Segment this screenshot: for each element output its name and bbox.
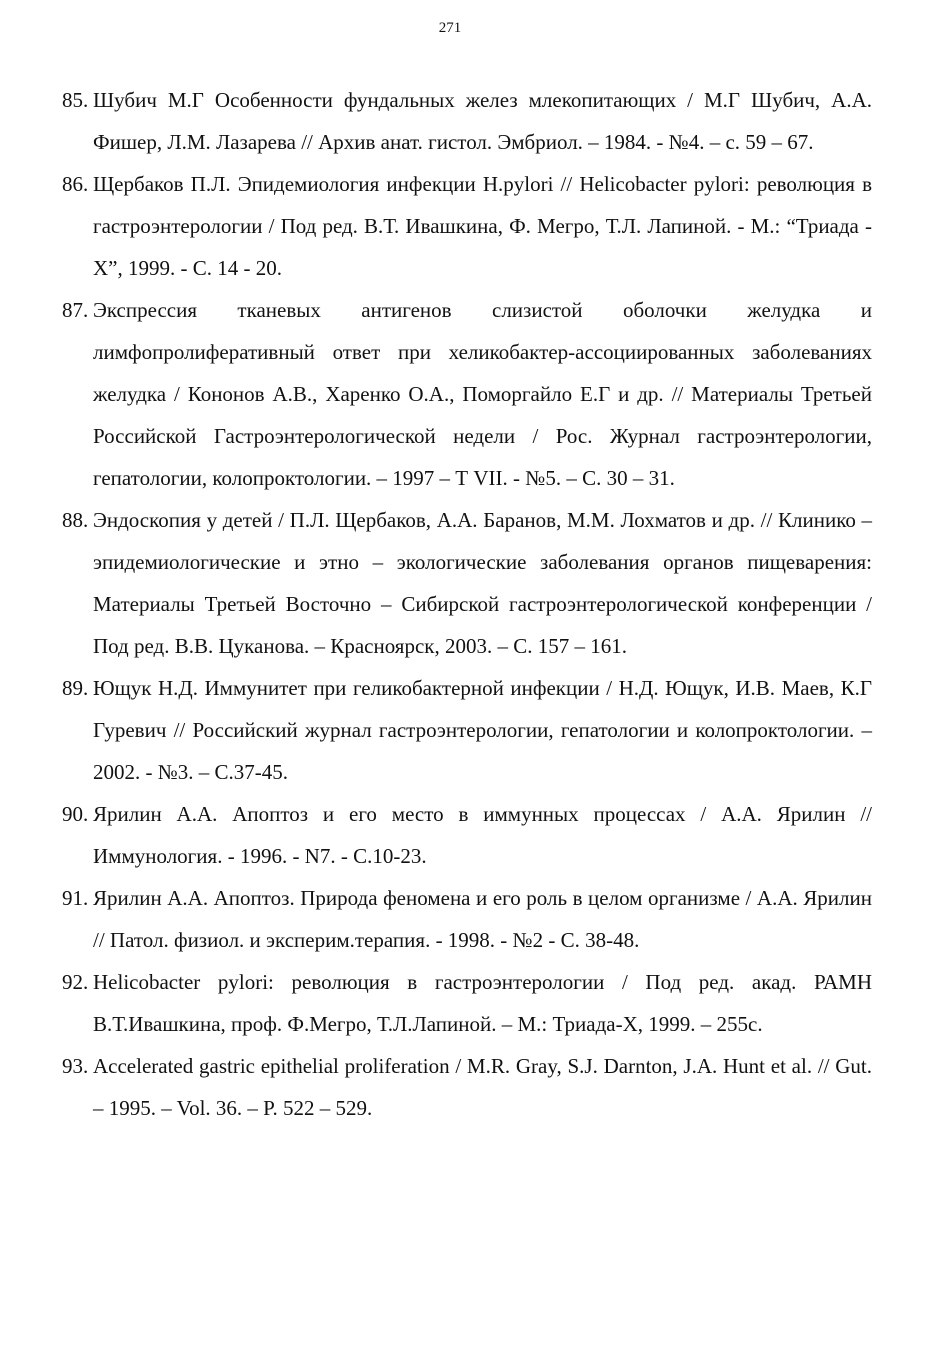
reference-number: 88. [62, 508, 89, 532]
reference-text: Helicobacter pylori: революция в гастроэнтерологии / Под ред. акад. РАМН В.Т.Ивашкина, проф. Ф.Мегро, Т.Л.Лапиной. – М.: Триада-Х, 1999. – 255с. [93, 970, 872, 1036]
reference-item [62, 793, 872, 877]
reference-number: 87. [62, 298, 89, 322]
reference-item [62, 961, 872, 1045]
reference-text: Экспрессия тканевых антигенов слизистой оболочки желудка и лимфопролиферативный ответ при хеликобактер-ассоциированных заболеваниях желудка / Кононов А.В., Харенко О.А., Поморгайло Е.Г и др. // Материалы Третьей Российской Гастроэнтерологической недели / Рос. Журнал гастроэнтерологии, гепатологии, колопроктологии. – 1997 – Т VII. - №5. – С. 30 – 31. [93, 298, 872, 490]
reference-item [62, 667, 872, 793]
page-number: 271 [438, 20, 462, 36]
reference-number: 90. [62, 802, 89, 826]
reference-number: 86. [62, 172, 89, 196]
reference-text: Щербаков П.Л. Эпидемиология инфекции H.pylori // Helicobacter pylori: революция в гастроэнтерологии / Под ред. В.Т. Ивашкина, Ф. Мегро, Т.Л. Лапиной. - М.: “Триада - Х”, 1999. - С. 14 - 20. [93, 172, 872, 280]
reference-item [62, 1045, 872, 1129]
reference-number: 92. [62, 970, 89, 994]
reference-number: 93. [62, 1054, 89, 1078]
reference-item [62, 163, 872, 289]
reference-text: Accelerated gastric epithelial proliferation / M.R. Gray, S.J. Darnton, J.A. Hunt et al. // Gut. – 1995. – Vol. 36. – P. 522 – 529. [93, 1054, 872, 1120]
reference-item [62, 79, 872, 163]
reference-item [62, 499, 872, 667]
reference-text: Ярилин А.А. Апоптоз и его место в иммунных процессах / А.А. Ярилин // Иммунология. - 1996. - N7. - С.10-23. [93, 802, 872, 868]
reference-text: Ярилин А.А. Апоптоз. Природа феномена и его роль в целом организме / А.А. Ярилин // Патол. физиол. и эксперим.терапия. - 1998. - №2 - С. 38-48. [93, 886, 872, 952]
reference-text: Ющук Н.Д. Иммунитет при геликобактерной инфекции / Н.Д. Ющук, И.В. Маев, К.Г Гуревич // Российский журнал гастроэнтерологии, гепатологии и колопроктологии. – 2002. - №3. – С.37-45. [93, 676, 872, 784]
reference-number: 91. [62, 886, 89, 910]
reference-item [62, 877, 872, 961]
reference-text: Шубич М.Г Особенности фундальных желез млекопитающих / М.Г Шубич, А.А. Фишер, Л.М. Лазарева // Архив анат. гистол. Эмбриол. – 1984. - №4. – с. 59 – 67. [93, 88, 872, 154]
reference-number: 85. [62, 88, 89, 112]
reference-text: Эндоскопия у детей / П.Л. Щербаков, А.А. Баранов, М.М. Лохматов и др. // Клинико – эпидемиологические и этно – экологические заболевания органов пищеварения: Материалы Третьей Восточно – Сибирской гастроэнтерологической конференции / Под ред. В.В. Цуканова. – Красноярск, 2003. – С. 157 – 161. [93, 508, 872, 658]
reference-number: 89. [62, 676, 89, 700]
reference-list [62, 79, 872, 1129]
reference-item [62, 289, 872, 499]
